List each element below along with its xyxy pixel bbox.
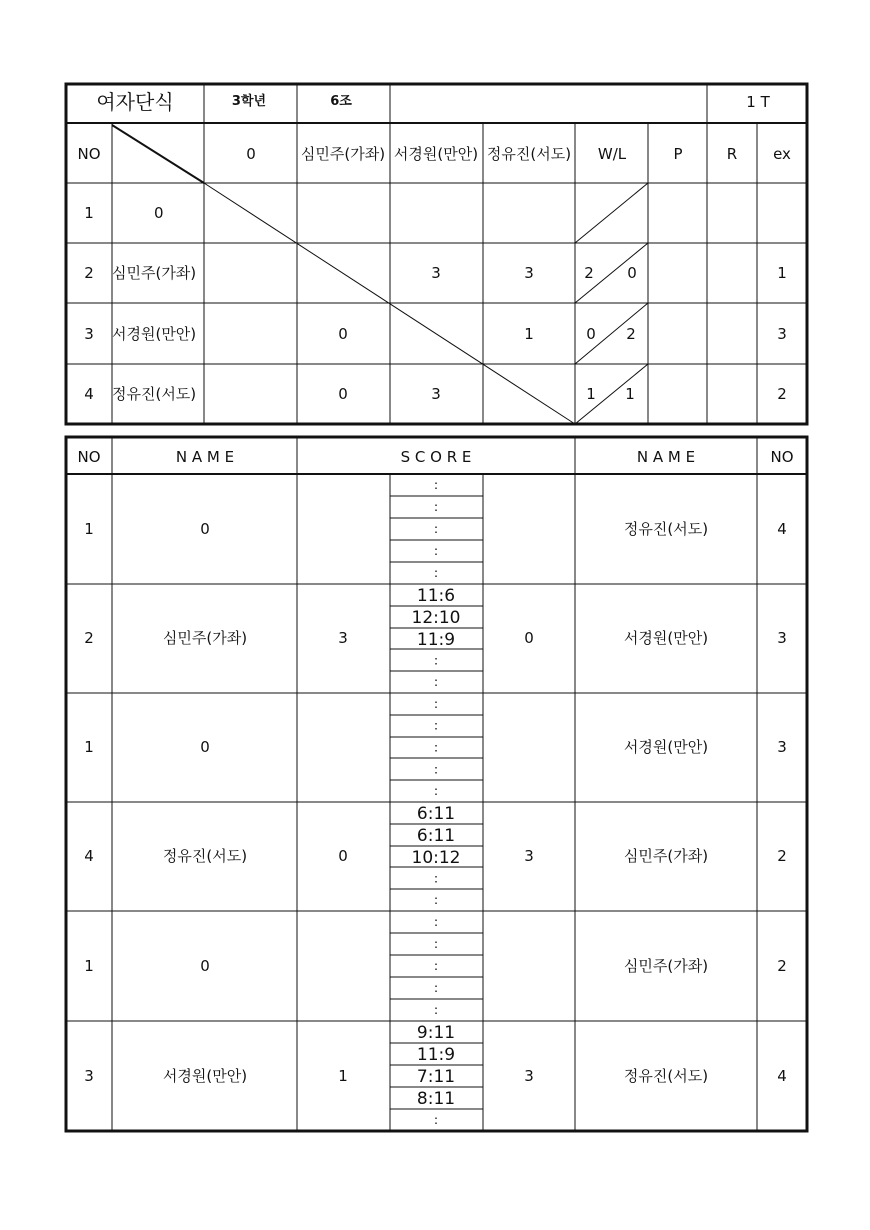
col-r: R bbox=[726, 145, 738, 163]
empty-score-colon: : bbox=[433, 544, 439, 558]
empty-score-colon: : bbox=[433, 522, 439, 536]
match-name-1: 심민주(가좌) bbox=[162, 629, 248, 647]
corner-diagonal bbox=[112, 125, 204, 183]
league-losses: 2 bbox=[626, 325, 636, 343]
empty-score-colon: : bbox=[433, 500, 439, 514]
match-sets-2: 0 bbox=[524, 629, 534, 647]
match-name-2: 서경원(만안) bbox=[623, 629, 709, 647]
match-no-1: 1 bbox=[84, 738, 94, 756]
match-col-score: S C O R E bbox=[400, 448, 472, 466]
league-row-name: 정유진(서도) bbox=[112, 385, 197, 403]
game-score: 10:12 bbox=[411, 848, 461, 868]
match-sets-2: 3 bbox=[524, 847, 534, 865]
col-player-2: 심민주(가좌) bbox=[300, 145, 386, 163]
match-no-2: 4 bbox=[777, 520, 787, 538]
league-score: 3 bbox=[431, 385, 441, 403]
empty-score-colon: : bbox=[433, 1003, 439, 1017]
grade-label: 3학년 bbox=[231, 94, 267, 109]
empty-score-colon: : bbox=[433, 981, 439, 995]
league-wins: 2 bbox=[584, 264, 594, 282]
match-name-1: 0 bbox=[200, 738, 210, 756]
league-row-name: 심민주(가좌) bbox=[112, 264, 197, 282]
empty-score-colon: : bbox=[433, 762, 439, 777]
empty-score-colon: : bbox=[433, 871, 439, 886]
match-no-2: 2 bbox=[777, 847, 787, 865]
league-row-no: 4 bbox=[84, 385, 94, 403]
match-name-2: 심민주(가좌) bbox=[623, 957, 709, 975]
group-label: 6조 bbox=[330, 94, 352, 109]
match-no-1: 2 bbox=[84, 629, 94, 647]
match-no-1: 3 bbox=[84, 1067, 94, 1085]
match-sets-1: 1 bbox=[338, 1067, 348, 1085]
empty-score-colon: : bbox=[433, 566, 439, 580]
league-score: 0 bbox=[338, 385, 348, 403]
league-row-name: 서경원(만안) bbox=[112, 325, 197, 343]
game-score: 7:11 bbox=[416, 1067, 456, 1087]
match-name-1: 0 bbox=[200, 957, 210, 975]
match-no-1: 4 bbox=[84, 847, 94, 865]
match-no-1: 1 bbox=[84, 957, 94, 975]
match-col-no-2: NO bbox=[770, 448, 794, 466]
empty-score-colon: : bbox=[433, 653, 439, 668]
empty-score-colon: : bbox=[433, 675, 439, 690]
league-score: 3 bbox=[524, 264, 534, 282]
match-name-1: 정유진(서도) bbox=[162, 847, 248, 865]
match-sets-1: 3 bbox=[338, 629, 348, 647]
col-player-3: 서경원(만안) bbox=[393, 145, 479, 163]
empty-score-colon: : bbox=[433, 478, 439, 492]
match-name-2: 심민주(가좌) bbox=[623, 847, 709, 865]
game-score: 6:11 bbox=[416, 804, 456, 824]
league-wins: 0 bbox=[586, 325, 596, 343]
game-score: 9:11 bbox=[416, 1023, 456, 1043]
match-name-2: 서경원(만안) bbox=[623, 738, 709, 756]
col-ex: ex bbox=[773, 145, 791, 163]
game-score: 11:9 bbox=[416, 1045, 456, 1065]
match-no-2: 2 bbox=[777, 957, 787, 975]
match-col-no: NO bbox=[77, 448, 101, 466]
empty-score-colon: : bbox=[433, 893, 439, 908]
empty-score-colon: : bbox=[433, 696, 439, 711]
match-no-2: 3 bbox=[777, 629, 787, 647]
col-p: P bbox=[673, 145, 683, 163]
match-sets-1: 0 bbox=[338, 847, 348, 865]
match-no-2: 3 bbox=[777, 738, 787, 756]
league-score: 1 bbox=[524, 325, 534, 343]
league-score: 0 bbox=[338, 325, 348, 343]
match-col-name-2: N A M E bbox=[636, 448, 696, 466]
league-ex: 3 bbox=[777, 325, 787, 343]
league-losses: 1 bbox=[625, 385, 635, 403]
table-number: 1 T bbox=[746, 93, 770, 111]
col-no: NO bbox=[77, 145, 101, 163]
wl-slash bbox=[575, 183, 648, 243]
game-score: 11:9 bbox=[416, 630, 456, 650]
empty-score-colon: : bbox=[433, 1113, 439, 1127]
col-player-4: 정유진(서도) bbox=[486, 145, 572, 163]
match-no-2: 4 bbox=[777, 1067, 787, 1085]
league-losses: 0 bbox=[627, 264, 637, 282]
col-player-1: 0 bbox=[246, 145, 256, 163]
match-name-1: 0 bbox=[200, 520, 210, 538]
league-wins: 1 bbox=[586, 385, 596, 403]
match-sets-2: 3 bbox=[524, 1067, 534, 1085]
match-name-2: 정유진(서도) bbox=[623, 520, 709, 538]
col-wl: W/L bbox=[597, 145, 627, 163]
game-score: 8:11 bbox=[416, 1089, 456, 1109]
game-score: 6:11 bbox=[416, 826, 456, 846]
empty-score-colon: : bbox=[433, 718, 439, 733]
empty-score-colon: : bbox=[433, 937, 439, 951]
empty-score-colon: : bbox=[433, 915, 439, 929]
league-score: 3 bbox=[431, 264, 441, 282]
event-title: 여자단식 bbox=[96, 90, 174, 114]
league-row-name: 0 bbox=[154, 204, 164, 222]
league-ex: 1 bbox=[777, 264, 787, 282]
empty-score-colon: : bbox=[433, 740, 439, 755]
match-no-1: 1 bbox=[84, 520, 94, 538]
league-ex: 2 bbox=[777, 385, 787, 403]
league-row-no: 3 bbox=[84, 325, 94, 343]
league-row-no: 2 bbox=[84, 264, 94, 282]
league-row-no: 1 bbox=[84, 204, 94, 222]
match-col-name: N A M E bbox=[175, 448, 235, 466]
game-score: 12:10 bbox=[411, 608, 461, 628]
match-name-1: 서경원(만안) bbox=[162, 1067, 248, 1085]
league-table-border bbox=[66, 84, 807, 424]
match-name-2: 정유진(서도) bbox=[623, 1067, 709, 1085]
empty-score-colon: : bbox=[433, 784, 439, 799]
game-score: 11:6 bbox=[416, 586, 456, 606]
empty-score-colon: : bbox=[433, 959, 439, 973]
